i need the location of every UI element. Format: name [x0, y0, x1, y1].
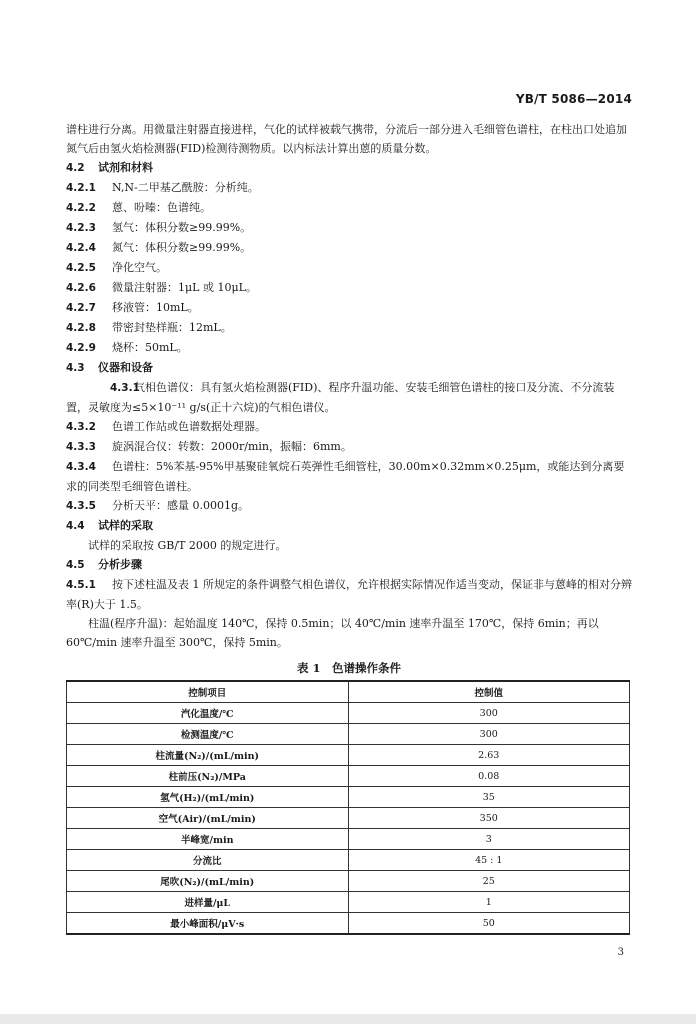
- list-item: [66, 258, 632, 278]
- item-number: 4.2.5: [66, 262, 96, 274]
- list-item: [66, 437, 632, 457]
- list-item: [66, 178, 632, 198]
- item-number: 4.5.1: [66, 579, 96, 591]
- list-item: [66, 457, 632, 496]
- table-cell-value: 1: [348, 892, 630, 913]
- list-item: [66, 198, 632, 218]
- item-number: 4.2.8: [66, 322, 96, 334]
- table-title: 表 1 色谱操作条件: [296, 661, 401, 675]
- item-text: 按下述柱温及表 1 所规定的条件调整气相色谱仪，允许根据实际情况作适当变动，保证非与蒽峰的相对分辨率(R)大于 1.5。: [66, 578, 632, 611]
- item-text: 移液管：10mL。: [112, 301, 199, 314]
- table-cell-param: 柱前压(N₂)/MPa: [67, 766, 349, 787]
- conditions-table: [66, 680, 630, 935]
- section-number: 4.2: [66, 162, 85, 174]
- item-text: 氮气：体积分数≥99.99%。: [112, 241, 252, 254]
- column-temp-paragraph: 柱温(程序升温)：起始温度 140℃，保持 0.5min；以 40℃/min 速率升温至 170℃，保持 6min；再以 60℃/min 速率升温至 300℃，保持 5min。: [66, 617, 599, 649]
- item-text: 氢气：体积分数≥99.99%。: [112, 221, 252, 234]
- table-row: [67, 850, 630, 871]
- section-number: 4.4: [66, 520, 85, 532]
- item-text: 气相色谱仪：具有氢火焰检测器(FID)、程序升温功能、安装毛细管色谱柱的接口及分流、不分流装置，灵敏度为≤5×10⁻¹¹ g/s(正十六烷)的气相色谱仪。: [66, 381, 615, 414]
- list-item: [66, 318, 632, 338]
- item-number: 4.2.1: [66, 182, 96, 194]
- body-content: [66, 120, 632, 684]
- list-item: [66, 575, 632, 614]
- item-number: 4.2.3: [66, 222, 96, 234]
- table-cell-value: 300: [348, 724, 630, 745]
- item-number: 4.3.2: [66, 421, 96, 433]
- table-cell-param: 半峰宽/min: [67, 829, 349, 850]
- table-row: [67, 913, 630, 935]
- table-row: [67, 703, 630, 724]
- table-header-cell: 控制项目: [67, 681, 349, 703]
- table-cell-param: 最小峰面积/μV·s: [67, 913, 349, 935]
- intro-paragraph: 谱柱进行分离。用微量注射器直接进样，气化的试样被载气携带，分流后一部分进入毛细管色谱柱，在柱出口处追加氮气后由氢火焰检测器(FID)检测待测物质。以内标法计算出蒽的质量分数。: [66, 123, 627, 155]
- section-heading: [66, 555, 632, 575]
- item-text: 色谱工作站或色谱数据处理器。: [112, 420, 266, 433]
- section-text: 试样的采取按 GB/T 2000 的规定进行。: [88, 539, 287, 552]
- table-cell-value: 45 : 1: [348, 850, 630, 871]
- table-cell-value: 300: [348, 703, 630, 724]
- list-item: [66, 218, 632, 238]
- list-item: [66, 298, 632, 318]
- table-cell-param: 氢气(H₂)/(mL/min): [67, 787, 349, 808]
- table-cell-value: 50: [348, 913, 630, 935]
- table-row: [67, 892, 630, 913]
- footer-bar: [0, 1014, 696, 1024]
- section-number: 4.3: [66, 362, 85, 374]
- table-cell-value: 3: [348, 829, 630, 850]
- table-header-row: [67, 681, 630, 703]
- section-heading: [66, 358, 632, 378]
- item-number: 4.3.1: [110, 382, 140, 394]
- item-number: 4.3.5: [66, 500, 96, 512]
- table-row: [67, 787, 630, 808]
- list-item: [66, 278, 632, 298]
- section-number: 4.5: [66, 559, 85, 571]
- table-header-cell: 控制值: [348, 681, 630, 703]
- section-heading: [66, 516, 632, 536]
- table-row: [67, 808, 630, 829]
- table-row: [67, 766, 630, 787]
- list-item: [66, 378, 632, 417]
- list-item: [66, 496, 632, 516]
- list-item: [66, 238, 632, 258]
- table-row: [67, 724, 630, 745]
- item-text: 蒽、吩嗪：色谱纯。: [112, 201, 211, 214]
- standard-code: YB/T 5086—2014: [515, 92, 632, 106]
- item-number: 4.2.9: [66, 342, 96, 354]
- item-text: 净化空气。: [112, 261, 167, 274]
- table-cell-param: 空气(Air)/(mL/min): [67, 808, 349, 829]
- item-number: 4.2.7: [66, 302, 96, 314]
- section-title: 试样的采取: [98, 519, 153, 532]
- table-cell-param: 汽化温度/℃: [67, 703, 349, 724]
- list-item: [66, 417, 632, 437]
- table-cell-param: 进样量/μL: [67, 892, 349, 913]
- item-text: 分析天平：感量 0.0001g。: [112, 499, 250, 512]
- item-number: 4.3.4: [66, 461, 96, 473]
- section-title: 仪器和设备: [98, 361, 153, 374]
- item-number: 4.2.2: [66, 202, 96, 214]
- item-text: 带密封垫样瓶：12mL。: [112, 321, 232, 334]
- section-heading: [66, 158, 632, 178]
- table-cell-value: 35: [348, 787, 630, 808]
- item-text: 微量注射器：1μL 或 10μL。: [112, 281, 257, 294]
- table-cell-value: 0.08: [348, 766, 630, 787]
- table-row: [67, 871, 630, 892]
- item-text: 色谱柱：5%苯基-95%甲基聚硅氧烷石英弹性毛细管柱，30.00m×0.32mm×0.25μm，或能达到分离要求的同类型毛细管色谱柱。: [66, 460, 625, 493]
- list-item: [66, 338, 632, 358]
- item-number: 4.2.6: [66, 282, 96, 294]
- item-number: 4.3.3: [66, 441, 96, 453]
- table-cell-value: 350: [348, 808, 630, 829]
- table-cell-value: 25: [348, 871, 630, 892]
- item-text: 旋涡混合仪：转数：2000r/min，振幅：6mm。: [112, 440, 352, 453]
- table-cell-param: 分流比: [67, 850, 349, 871]
- item-number: 4.2.4: [66, 242, 96, 254]
- item-text: N,N-二甲基乙酰胺：分析纯。: [112, 181, 259, 194]
- table-cell-value: 2.63: [348, 745, 630, 766]
- table-cell-param: 检测温度/℃: [67, 724, 349, 745]
- table-cell-param: 柱流量(N₂)/(mL/min): [67, 745, 349, 766]
- section-title: 试剂和材料: [98, 161, 153, 174]
- item-text: 烧杯：50mL。: [112, 341, 188, 354]
- table-row: [67, 829, 630, 850]
- page-number: 3: [617, 947, 624, 958]
- table-cell-param: 尾吹(N₂)/(mL/min): [67, 871, 349, 892]
- section-title: 分析步骤: [98, 558, 142, 571]
- table-row: [67, 745, 630, 766]
